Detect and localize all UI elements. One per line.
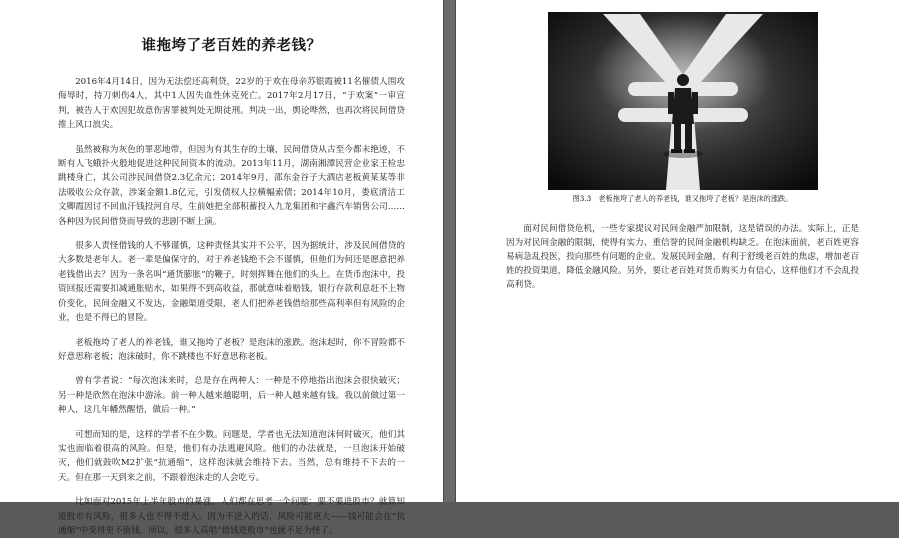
body-paragraph: 面对民间借贷危机，一些专家提议对民间金融严加限制，这是错误的办法。实际上，正是因为对民间金融的限制，使得有实力、重信誉的民间金融机构缺乏。在泡沫面前，老百姓更容易病急乱投医，投向那些有问题的企业。发展民间金融，有利于舒缓老百姓的焦虑，增加老百姓的投资渠道，降低金融风险。另外，要让老百姓对货币购买力有信心，这样他们才不会乱投高利贷。 (506, 224, 859, 290)
body-paragraph: 2016年4月14日，因为无法偿还高利贷，22岁的于欢在母亲苏银霞被11名催债人围攻侮辱时，持刀刺伤4人，其中1人因失血性休克死亡。2017年2月17日，“于欢案”一审宣判，被告人于欢因犯故意伤害罪被判处无期徒刑。判决一出，舆论哗然，也再次将民间借贷推上风口浪尖。 (58, 77, 405, 131)
chapter-title: 谁拖垮了老百姓的养老钱？ (141, 37, 322, 54)
page-gutter (443, 0, 456, 502)
figure-caption: 图3.3 老板拖垮了老人的养老钱，谁又拖垮了老板？是泡沫的涨跌。 (572, 194, 793, 203)
body-paragraph: 虽然被称为灰色的罪恶地带，但因为有其生存的土壤，民间借贷从古至今都未绝迹，不断有人飞蛾扑火般地促进这种民间资本的流动。2013年11月，湖南湘潭民营企业家王检忠跳楼身亡，其公司涉民间借贷2.3亿余元；2014年9月，邵东金谷子大酒店老板黄某某等非法吸收公众存款，涉案金额1.8亿元，引发债权人拉横幅索债；2014年10月，娄底清洁工文卿霞因讨不回血汗钱投河自尽，生前她把全部积蓄投入九龙集团和宇鑫汽车销售公司……各种因为民间借贷而导致的悲剧不断上演。 (58, 144, 405, 227)
body-paragraph: 可想而知的是，这样的学者不在少数。问题是，学者也无法知道泡沫何时破灭，他们其实也面临着很高的风险。但是，他们有办法逃避风险。他们的办法就是，一旦泡沫开始破灭，他们就鼓吹M2扩张“抗通缩”，这样泡沫就会维持下去。当然，总有维持不下去的一天。但在那一天到来之前，不跟着泡沫走的人会吃亏。 (58, 429, 405, 483)
body-paragraph: 曾有学者说：“每次泡沫来时，总是存在两种人：一种是不停地指出泡沫会很快破灭；另一种是欣然在泡沫中游泳。前一种人越来越聪明，后一种人越来越有钱。我以前做过第一种人，这几年幡然醒悟，做后一种。” (58, 376, 405, 416)
yuan-sign-figure-illustration (548, 12, 818, 190)
body-paragraph: 很多人责怪借钱的人不够谨慎，这种责怪其实并不公平，因为据统计，涉及民间借贷的大多数是老年人。老一辈是偏保守的，对于养老钱绝不会不谨慎，但他们为何还是愿意把养老钱借出去？因为一条名叫“通货膨胀”的鞭子，时刻挥舞在他们的头上。在货币泡沫中，投资回报还需要扣减通胀贴水，如果得不到高收益，那就意味着赔钱，银行存款利息赶不上物价变化，民间金融又不发达，金融渠道受限，老人们把养老钱借给那些高利率但有风险的企业，也是不得已的冒险。 (58, 241, 405, 324)
right-page (456, 0, 899, 502)
body-paragraph: 老板拖垮了老人的养老钱，谁又拖垮了老板？是泡沫的涨跌。泡沫起时，你不冒险都不好意思称老板；泡沫破时，你不跳楼也不好意思称老板。 (58, 337, 405, 362)
body-paragraph: 比如面对2015年上半年股市的暴涨，人们都在思考一个问题：要不要进股市？就算知道股市有风险，很多人也不得不进入。因为不进入的话，风险可能更大——钱可能会在“抗通缩”中变得更不值钱。所以，很多人高唱“借钱进股市”也就不足为怪了。 (58, 497, 405, 536)
left-page (0, 0, 443, 536)
